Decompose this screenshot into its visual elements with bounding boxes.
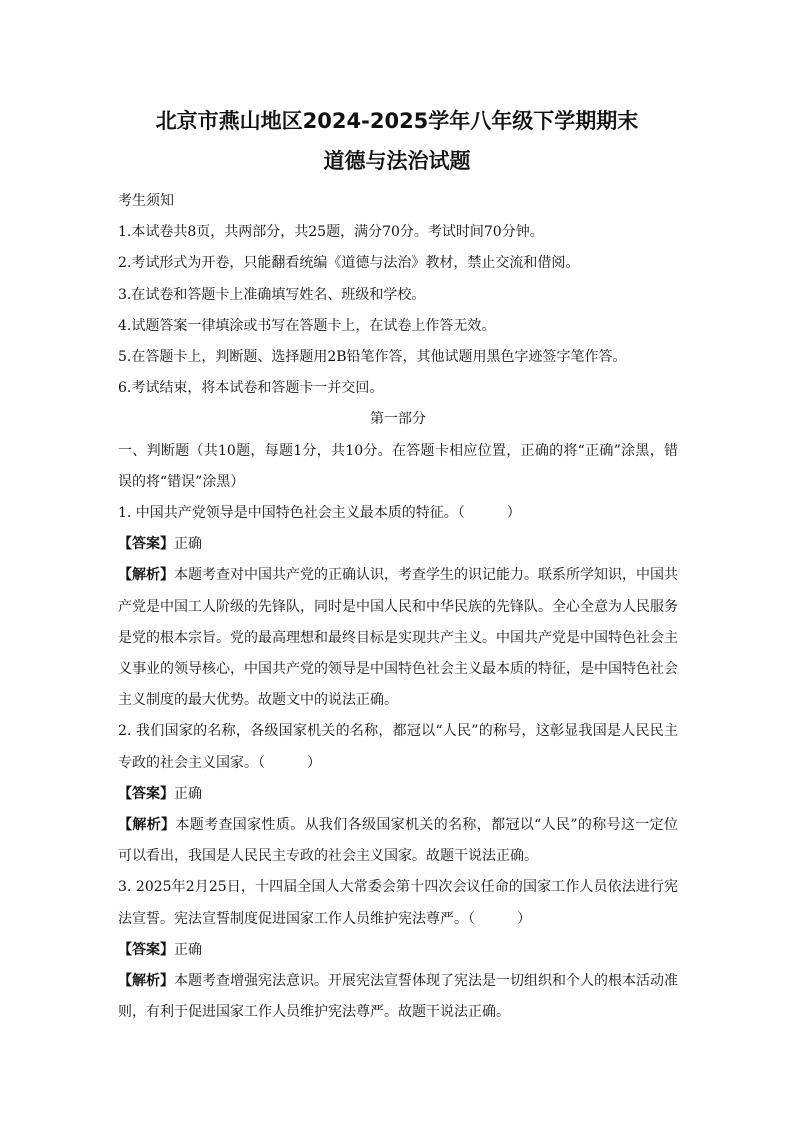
answer-value: 正确 xyxy=(174,536,202,553)
analysis-3 xyxy=(118,966,678,1028)
question-3: 3. 2025年2月25日，十四届全国人大常委会第十四次会议任命的国家工作人员依法进行宪法宣誓。宪法宣誓制度促进国家工作人员维护宪法尊严。（ ） xyxy=(118,879,678,927)
notice-item-2: 2.考试形式为开卷，只能翻看统编《道德与法治》教材，禁止交流和借阅。 xyxy=(118,255,580,272)
notice-heading: 考生须知 xyxy=(118,193,174,209)
analysis-text: 本题考查增强宪法意识。开展宪法宣誓体现了宪法是一切组织和个人的根本活动准则，有利于促进国家工作人员维护宪法尊严。故题干说法正确。 xyxy=(118,973,678,1021)
notice-item-1: 1.本试卷共8页，共两部分，共25题，满分70分。考试时间70分钟。 xyxy=(118,224,544,241)
answer-label: 【答案】 xyxy=(118,536,174,553)
answer-value: 正确 xyxy=(174,785,202,802)
analysis-2 xyxy=(118,810,678,872)
analysis-1 xyxy=(118,560,678,716)
analysis-label: 【解析】 xyxy=(118,973,174,990)
answer-2 xyxy=(118,779,678,810)
analysis-text: 本题考查国家性质。从我们各级国家机关的名称，都冠以“人民”的称号这一定位可以看出，我国是人民民主专政的社会主义国家。故题干说法正确。 xyxy=(118,817,679,865)
analysis-text: 本题考查对中国共产党的正确认识，考查学生的识记能力。联系所学知识，中国共产党是中国工人阶级的先锋队，同时是中国人民和中华民族的先锋队。全心全意为人民服务是党的根本宗旨。党的最高理想和最终目标是实现共产主义。中国共产党是中国特色社会主义事业的领导核心，中国共产党的领导是中国特色社会主义最本质的特征，是中国特色社会主义制度的最大优势。故题文中的说法正确。 xyxy=(118,567,678,709)
answer-value: 正确 xyxy=(174,941,202,958)
answer-label: 【答案】 xyxy=(118,785,174,802)
document-subtitle: 道德与法治试题 xyxy=(323,149,471,173)
document-body xyxy=(118,186,678,1028)
document-title: 北京市燕山地区2024-2025学年八年级下学期期末 xyxy=(155,109,639,133)
question-1: 1. 中国共产党领导是中国特色社会主义最本质的特征。（ ） xyxy=(118,505,521,522)
answer-1 xyxy=(118,529,678,560)
part-heading: 第一部分 xyxy=(370,411,426,428)
notice-item-3: 3.在试卷和答题卡上准确填写姓名、班级和学校。 xyxy=(118,286,426,303)
analysis-label: 【解析】 xyxy=(118,567,174,584)
notice-item-5: 5.在答题卡上，判断题、选择题用2B铅笔作答，其他试题用黑色字迹签字笔作答。 xyxy=(118,349,627,366)
answer-label: 【答案】 xyxy=(118,941,174,958)
section-intro: 一、判断题（共10题，每题1分，共10分。在答题卡相应位置，正确的将“正确”涂黑，错误的将“错误”涂黑） xyxy=(118,442,678,490)
answer-3 xyxy=(118,935,678,966)
notice-item-6: 6.考试结束，将本试卷和答题卡一并交回。 xyxy=(118,380,384,397)
analysis-label: 【解析】 xyxy=(118,817,176,834)
question-2: 2. 我们国家的名称，各级国家机关的名称，都冠以“人民”的称号，这彰显我国是人民民主专政的社会主义国家。（ ） xyxy=(118,723,678,771)
notice-item-4: 4.试题答案一律填涂或书写在答题卡上，在试卷上作答无效。 xyxy=(118,317,496,334)
